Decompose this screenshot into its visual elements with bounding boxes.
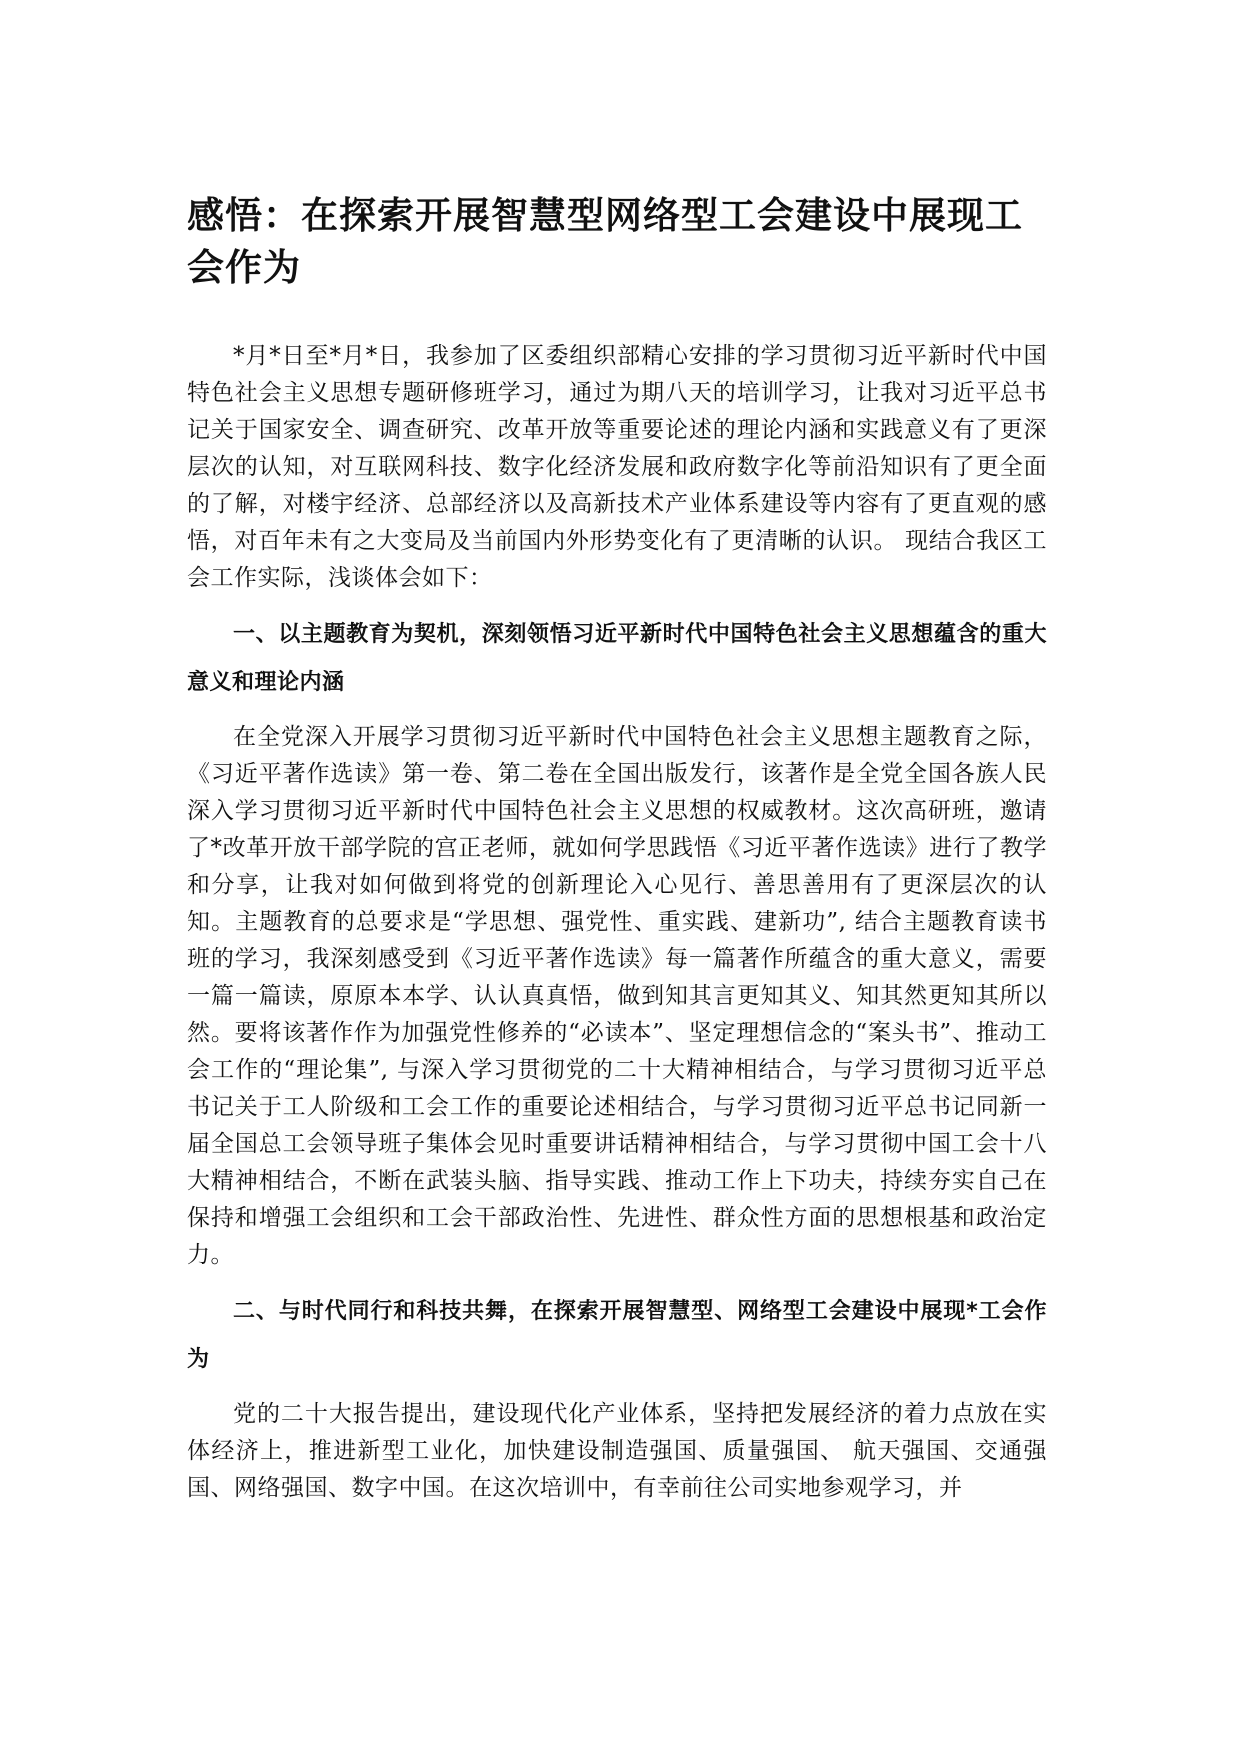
- document-content: [187, 190, 1047, 1507]
- section-1-heading: 一、以主题教育为契机，深刻领悟习近平新时代中国特色社会主义思想蕴含的重大意义和理论内涵: [187, 622, 1047, 695]
- section-2-heading: 二、与时代同行和科技共舞，在探索开展智慧型、网络型工会建设中展现*工会作为: [187, 1299, 1047, 1372]
- document-title: 感悟：在探索开展智慧型网络型工会建设中展现工会作为: [187, 194, 1023, 289]
- section-2-paragraph: 党的二十大报告提出，建设现代化产业体系，坚持把发展经济的着力点放在实体经济上，推进新型工业化，加快建设制造强国、质量强国、 航天强国、交通强国、网络强国、数字中国。在这次培训中，有幸前往公司实地参观学习，并: [187, 1401, 1047, 1501]
- section-1-paragraph: 在全党深入开展学习贯彻习近平新时代中国特色社会主义思想主题教育之际， 《习近平著作选读》第一卷、第二卷在全国出版发行，该著作是全党全国各族人民深入学习贯彻习近平新时代中国特色社会主义思想的权威教材。这次高研班，邀请了*改革开放干部学院的宫正老师，就如何学思践悟《习近平著作选读》进行了教学和分享，让我对如何做到将党的创新理论入心见行、善思善用有了更深层次的认知。主题教育的总要求是“学思想、强党性、重实践、建新功”, 结合主题教育读书班的学习，我深刻感受到《习近平著作选读》每一篇著作所蕴含的重大意义，需要一篇一篇读，原原本本学、认认真真悟，做到知其言更知其义、知其然更知其所以然。要将该著作作为加强党性修养的“必读本”、坚定理想信念的“案头书”、推动工会工作的“理论集”, 与深入学习贯彻党的二十大精神相结合，与学习贯彻习近平总书记关于工人阶级和工会工作的重要论述相结合，与学习贯彻习近平总书记同新一届全国总工会领导班子集体会见时重要讲话精神相结合，与学习贯彻中国工会十八大精神相结合，不断在武装头脑、指导实践、推动工作上下功夫，持续夯实自己在保持和增强工会组织和工会干部政治性、先进性、群众性方面的思想根基和政治定力。: [187, 724, 1047, 1268]
- intro-paragraph: *月*日至*月*日，我参加了区委组织部精心安排的学习贯彻习近平新时代中国特色社会主义思想专题研修班学习，通过为期八天的培训学习，让我对习近平总书记关于国家安全、调查研究、改革开放等重要论述的理论内涵和实践意义有了更深层次的认知，对互联网科技、数字化经济发展和政府数字化等前沿知识有了更全面的了解，对楼宇经济、总部经济以及高新技术产业体系建设等内容有了更直观的感悟，对百年未有之大变局及当前国内外形势变化有了更清晰的认识。 现结合我区工会工作实际，浅谈体会如下：: [187, 343, 1047, 591]
